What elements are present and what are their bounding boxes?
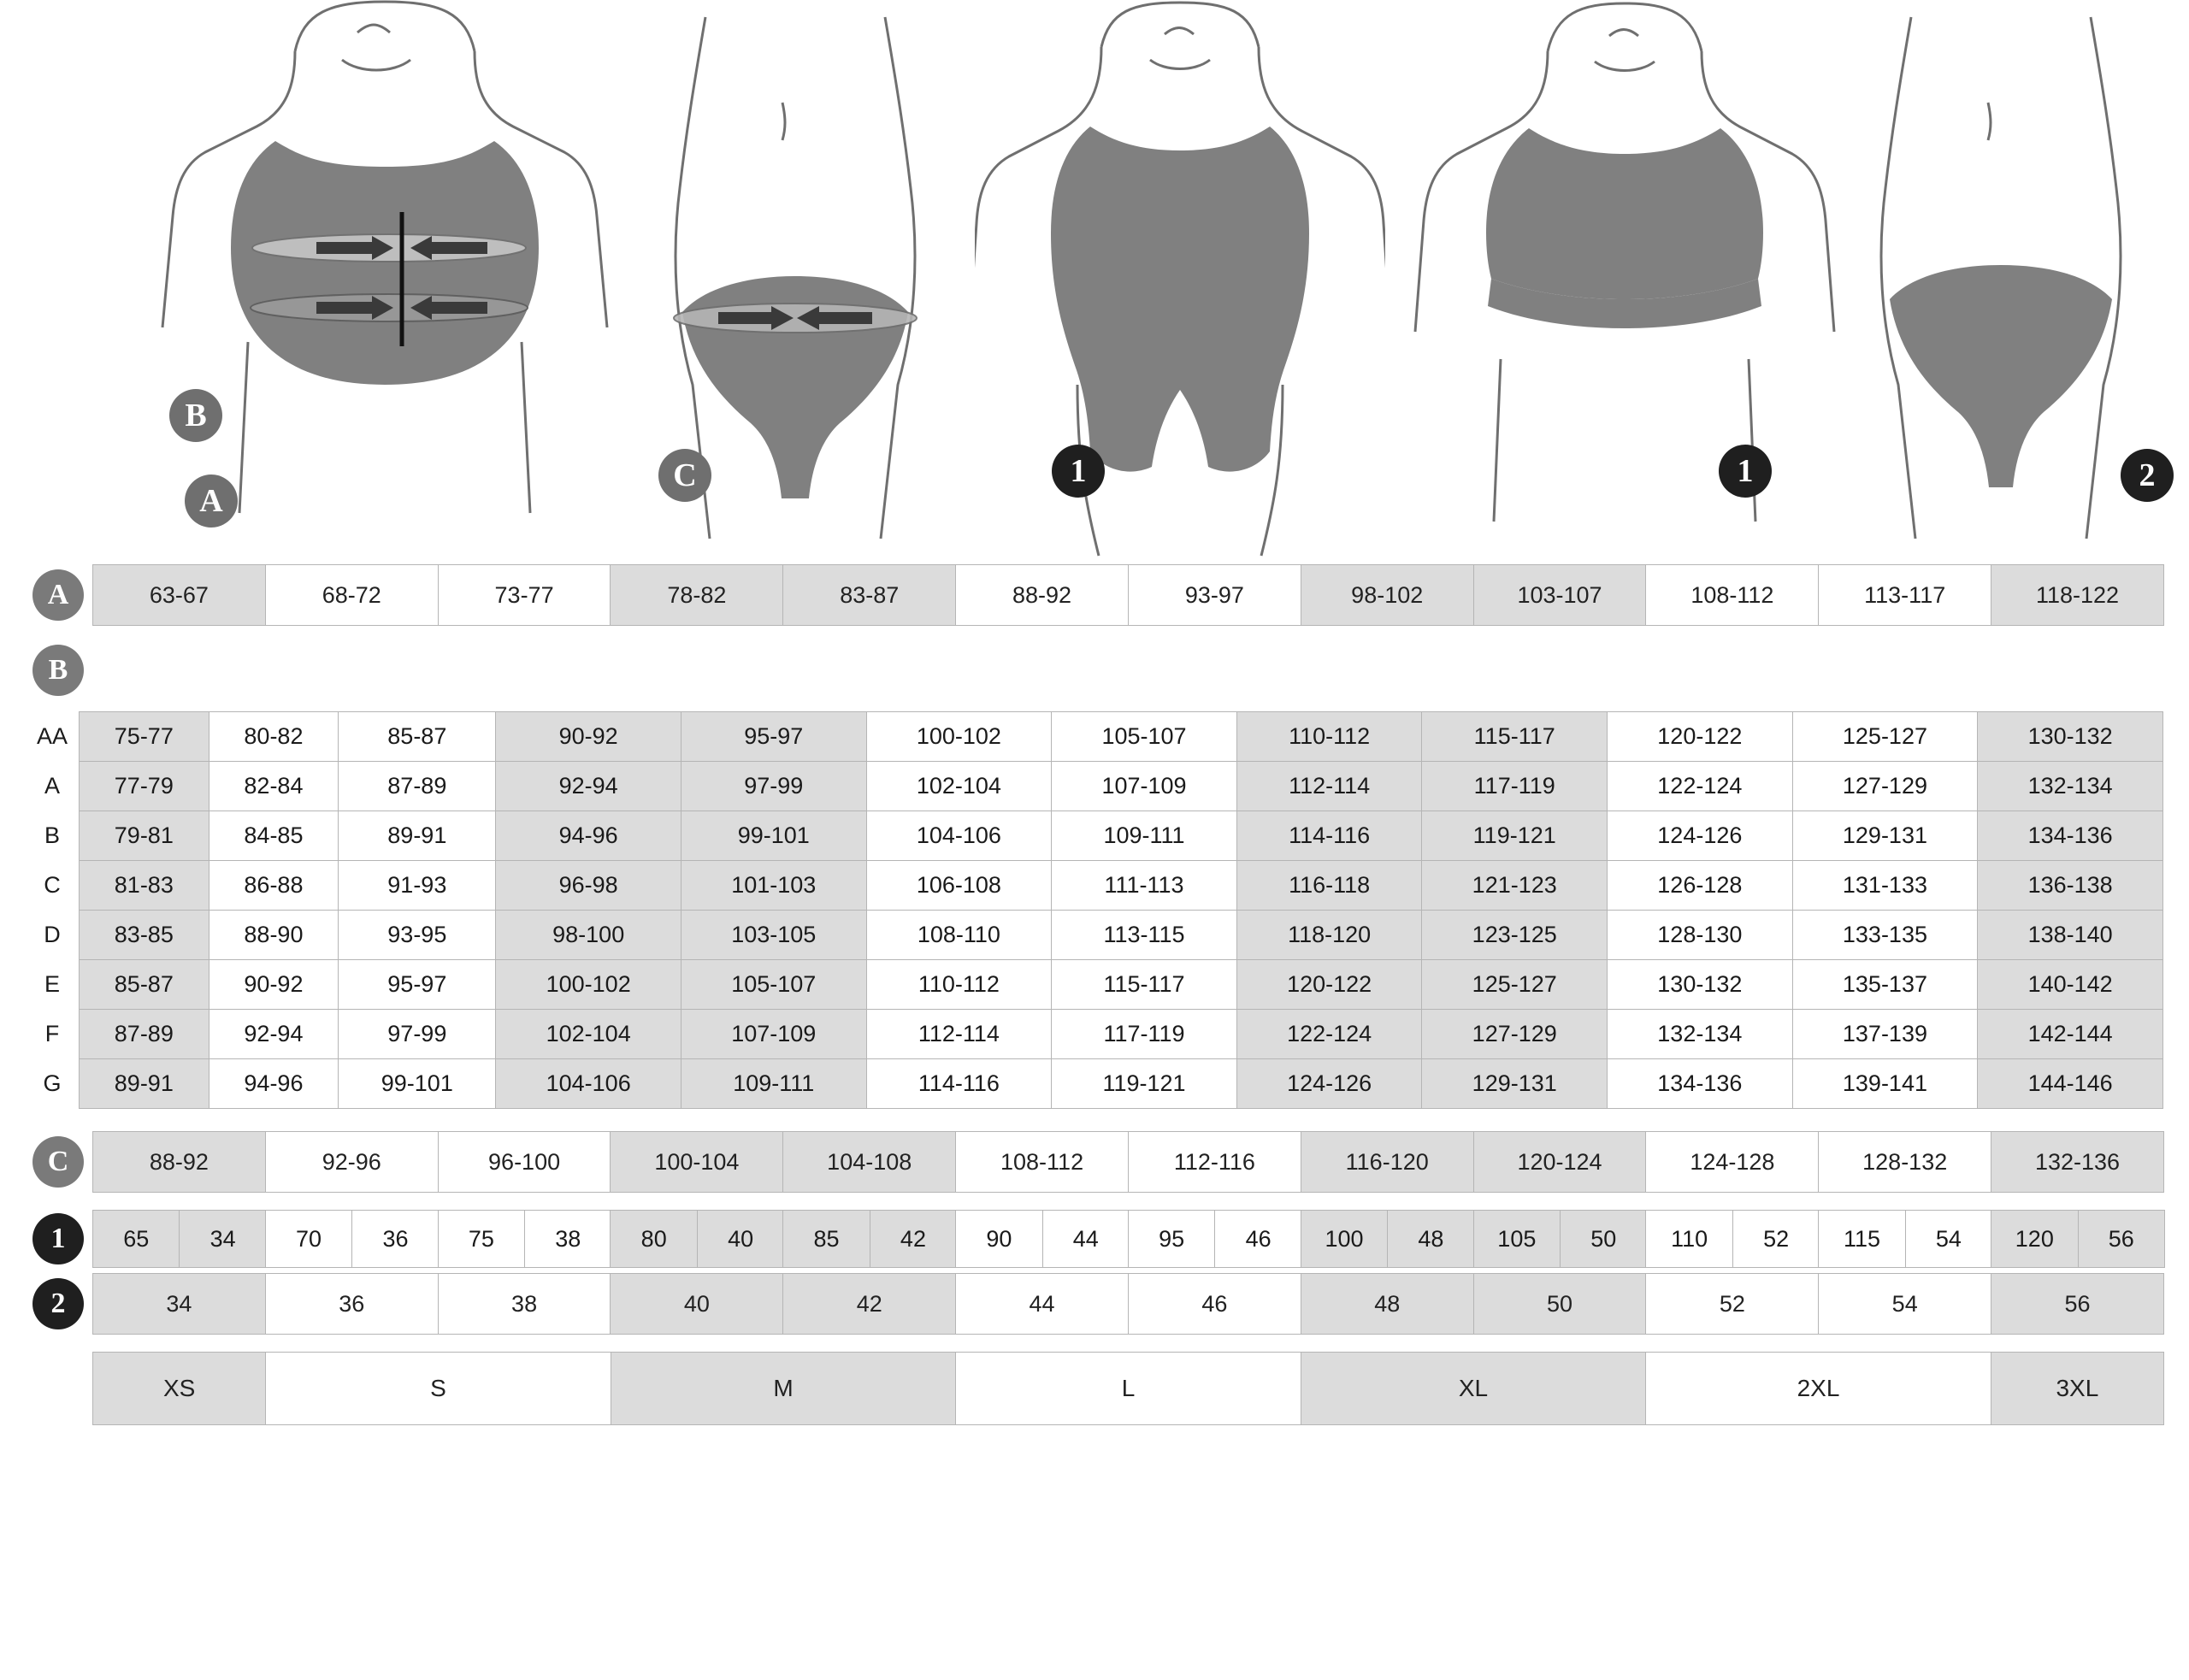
cell-1-4-eu: 85 [782, 1210, 870, 1268]
cell-b-5-2: 95-97 [339, 960, 496, 1010]
row-1-badge: 1 [32, 1213, 84, 1264]
cell-b-3-3: 96-98 [496, 861, 681, 911]
cell-1-5-eu: 90 [955, 1210, 1042, 1268]
dual-1-9 [1645, 1210, 1819, 1268]
dual-1-6 [1128, 1210, 1301, 1268]
size-cell-xl: XL [1301, 1352, 1647, 1425]
cell-2-9: 52 [1645, 1273, 1819, 1335]
cell-b-3-4: 101-103 [681, 861, 866, 911]
row-a-label [26, 564, 92, 626]
cell-b-3-10: 131-133 [1792, 861, 1978, 911]
cell-b-0-3: 90-92 [496, 712, 681, 762]
cell-2-6: 46 [1128, 1273, 1301, 1335]
row-1-cells [92, 1210, 2163, 1268]
cell-b-6-9: 132-134 [1608, 1010, 1793, 1059]
dual-1-4 [782, 1210, 956, 1268]
row-2-cells [92, 1273, 2163, 1335]
bust-table [26, 711, 2163, 1109]
cell-b-3-6: 111-113 [1052, 861, 1237, 911]
cell-b-6-7: 122-124 [1236, 1010, 1422, 1059]
table-row [26, 1059, 2163, 1109]
cell-2-10: 54 [1818, 1273, 1991, 1335]
cell-c-3: 100-104 [610, 1131, 783, 1193]
cell-1-9-eu: 110 [1645, 1210, 1732, 1268]
cell-1-7-eu: 100 [1301, 1210, 1388, 1268]
badge-a: A [185, 475, 238, 528]
dual-1-0 [92, 1210, 266, 1268]
cell-b-1-10: 127-129 [1792, 762, 1978, 811]
cell-b-2-5: 104-106 [866, 811, 1052, 861]
table-row [26, 762, 2163, 811]
cell-b-2-10: 129-131 [1792, 811, 1978, 861]
cell-b-2-11: 134-136 [1978, 811, 2163, 861]
cell-1-3-eu: 80 [610, 1210, 697, 1268]
cell-b-5-1: 90-92 [209, 960, 339, 1010]
cell-b-1-4: 97-99 [681, 762, 866, 811]
cell-c-11: 132-136 [1991, 1131, 2164, 1193]
cell-b-1-8: 117-119 [1422, 762, 1608, 811]
row-c-cells [92, 1131, 2163, 1193]
illustration-band [26, 0, 2163, 564]
table-row [26, 861, 2163, 911]
cell-b-0-4: 95-97 [681, 712, 866, 762]
cell-2-3: 40 [610, 1273, 783, 1335]
cell-2-0: 34 [92, 1273, 266, 1335]
badge-c: C [658, 449, 711, 502]
cell-1-6-alt: 46 [1214, 1210, 1301, 1268]
cell-c-10: 128-132 [1818, 1131, 1991, 1193]
cup-label-f: F [26, 1010, 80, 1059]
cell-b-5-11: 140-142 [1978, 960, 2163, 1010]
row-c-badge: C [32, 1136, 84, 1188]
cell-2-5: 44 [955, 1273, 1129, 1335]
cell-b-0-11: 130-132 [1978, 712, 2163, 762]
cell-1-3-alt: 40 [697, 1210, 784, 1268]
cup-label-b: B [26, 811, 80, 861]
cup-label-c: C [26, 861, 80, 911]
cell-1-8-eu: 105 [1473, 1210, 1561, 1268]
cell-b-4-4: 103-105 [681, 911, 866, 960]
cell-b-2-0: 79-81 [80, 811, 209, 861]
size-cell-3xl: 3XL [1991, 1352, 2164, 1425]
row-2-label [26, 1273, 92, 1335]
cell-b-7-3: 104-106 [496, 1059, 681, 1109]
table-row [26, 960, 2163, 1010]
dual-1-10 [1818, 1210, 1991, 1268]
cup-label-a: A [26, 762, 80, 811]
cell-b-3-11: 136-138 [1978, 861, 2163, 911]
cell-b-3-1: 86-88 [209, 861, 339, 911]
cell-b-4-6: 113-115 [1052, 911, 1237, 960]
cell-b-4-8: 123-125 [1422, 911, 1608, 960]
cell-b-7-9: 134-136 [1608, 1059, 1793, 1109]
cell-b-1-11: 132-134 [1978, 762, 2163, 811]
cell-b-7-0: 89-91 [80, 1059, 209, 1109]
cell-b-4-1: 88-90 [209, 911, 339, 960]
row-a-cells [92, 564, 2163, 626]
cell-c-9: 124-128 [1645, 1131, 1819, 1193]
cell-c-0: 88-92 [92, 1131, 266, 1193]
cell-a-3: 78-82 [610, 564, 783, 626]
cell-b-3-9: 126-128 [1608, 861, 1793, 911]
cell-1-0-alt: 34 [179, 1210, 266, 1268]
cell-1-6-eu: 95 [1128, 1210, 1215, 1268]
cell-1-4-alt: 42 [870, 1210, 957, 1268]
size-cell-m: M [611, 1352, 957, 1425]
dual-1-7 [1301, 1210, 1474, 1268]
cell-1-5-alt: 44 [1042, 1210, 1130, 1268]
badge-2-brief: 2 [2121, 449, 2174, 502]
cell-a-4: 83-87 [782, 564, 956, 626]
cell-b-0-2: 85-87 [339, 712, 496, 762]
cell-b-5-10: 135-137 [1792, 960, 1978, 1010]
cell-c-7: 116-120 [1301, 1131, 1474, 1193]
cell-2-11: 56 [1991, 1273, 2164, 1335]
cell-b-7-4: 109-111 [681, 1059, 866, 1109]
cell-b-6-2: 97-99 [339, 1010, 496, 1059]
cell-c-6: 112-116 [1128, 1131, 1301, 1193]
cell-b-2-1: 84-85 [209, 811, 339, 861]
cell-c-2: 96-100 [438, 1131, 611, 1193]
cell-b-3-8: 121-123 [1422, 861, 1608, 911]
cell-b-2-8: 119-121 [1422, 811, 1608, 861]
cell-b-0-1: 80-82 [209, 712, 339, 762]
cell-b-1-9: 122-124 [1608, 762, 1793, 811]
cell-2-8: 50 [1473, 1273, 1647, 1335]
cell-b-0-9: 120-122 [1608, 712, 1793, 762]
cell-b-7-5: 114-116 [866, 1059, 1052, 1109]
cell-1-9-alt: 52 [1732, 1210, 1820, 1268]
cell-b-4-7: 118-120 [1236, 911, 1422, 960]
cell-a-9: 108-112 [1645, 564, 1819, 626]
dual-1-11 [1991, 1210, 2164, 1268]
cell-a-5: 88-92 [955, 564, 1129, 626]
cell-b-6-1: 92-94 [209, 1010, 339, 1059]
row-2 [26, 1273, 2163, 1335]
cell-a-0: 63-67 [92, 564, 266, 626]
cup-label-aa: AA [26, 712, 80, 762]
cell-1-0-eu: 65 [92, 1210, 180, 1268]
cell-1-10-eu: 115 [1818, 1210, 1905, 1268]
badge-1-swimsuit: 1 [1052, 445, 1105, 498]
cell-1-2-eu: 75 [438, 1210, 525, 1268]
cell-1-1-eu: 70 [265, 1210, 352, 1268]
cell-a-7: 98-102 [1301, 564, 1474, 626]
cell-1-11-alt: 56 [2078, 1210, 2165, 1268]
cell-b-1-6: 107-109 [1052, 762, 1237, 811]
cell-b-0-7: 110-112 [1236, 712, 1422, 762]
cell-b-7-7: 124-126 [1236, 1059, 1422, 1109]
cell-b-7-8: 129-131 [1422, 1059, 1608, 1109]
cell-1-8-alt: 50 [1560, 1210, 1647, 1268]
dual-1-2 [438, 1210, 611, 1268]
cell-b-5-3: 100-102 [496, 960, 681, 1010]
row-sizes [26, 1352, 2163, 1425]
dual-1-8 [1473, 1210, 1647, 1268]
cell-a-1: 68-72 [265, 564, 439, 626]
dual-1-5 [955, 1210, 1129, 1268]
size-cell-xs: XS [92, 1352, 266, 1425]
cell-b-4-0: 83-85 [80, 911, 209, 960]
row-b-label [26, 631, 2163, 710]
cell-b-1-7: 112-114 [1236, 762, 1422, 811]
cell-b-0-8: 115-117 [1422, 712, 1608, 762]
size-cell-2xl: 2XL [1645, 1352, 1991, 1425]
cell-b-4-2: 93-95 [339, 911, 496, 960]
cell-a-2: 73-77 [438, 564, 611, 626]
row-c [26, 1131, 2163, 1193]
cell-b-1-1: 82-84 [209, 762, 339, 811]
cell-b-4-3: 98-100 [496, 911, 681, 960]
cup-label-g: G [26, 1059, 80, 1109]
cell-b-1-2: 87-89 [339, 762, 496, 811]
row-c-label [26, 1131, 92, 1193]
table-row [26, 811, 2163, 861]
table-row [26, 1010, 2163, 1059]
cell-b-1-5: 102-104 [866, 762, 1052, 811]
cell-b-6-11: 142-144 [1978, 1010, 2163, 1059]
size-cell-l: L [955, 1352, 1301, 1425]
dual-1-1 [265, 1210, 439, 1268]
row-a [26, 564, 2163, 626]
figure-swimsuit [975, 0, 1385, 564]
row-sizes-label [26, 1352, 92, 1425]
figure-bra [1411, 0, 1838, 564]
cell-b-5-7: 120-122 [1236, 960, 1422, 1010]
cell-b-7-1: 94-96 [209, 1059, 339, 1109]
cell-2-1: 36 [265, 1273, 439, 1335]
row-1-label [26, 1210, 92, 1268]
cell-c-5: 108-112 [955, 1131, 1129, 1193]
cell-b-0-0: 75-77 [80, 712, 209, 762]
cell-1-1-alt: 36 [351, 1210, 439, 1268]
cell-b-6-8: 127-129 [1422, 1010, 1608, 1059]
cell-b-4-5: 108-110 [866, 911, 1052, 960]
table-row [26, 712, 2163, 762]
cell-a-10: 113-117 [1818, 564, 1991, 626]
cell-b-4-10: 133-135 [1792, 911, 1978, 960]
cell-b-7-2: 99-101 [339, 1059, 496, 1109]
badge-b: B [169, 389, 222, 442]
badge-1-bra: 1 [1719, 445, 1772, 498]
cell-b-5-8: 125-127 [1422, 960, 1608, 1010]
cell-2-4: 42 [782, 1273, 956, 1335]
cell-a-6: 93-97 [1128, 564, 1301, 626]
cell-1-7-alt: 48 [1387, 1210, 1474, 1268]
table-row [26, 911, 2163, 960]
cell-b-7-10: 139-141 [1792, 1059, 1978, 1109]
cell-b-6-6: 117-119 [1052, 1010, 1237, 1059]
cell-b-3-7: 116-118 [1236, 861, 1422, 911]
cell-c-8: 120-124 [1473, 1131, 1647, 1193]
cell-b-7-11: 144-146 [1978, 1059, 2163, 1109]
cell-b-4-9: 128-130 [1608, 911, 1793, 960]
cell-b-6-0: 87-89 [80, 1010, 209, 1059]
cell-1-11-eu: 120 [1991, 1210, 2078, 1268]
cell-1-10-alt: 54 [1905, 1210, 1992, 1268]
cell-b-4-11: 138-140 [1978, 911, 2163, 960]
cell-b-7-6: 119-121 [1052, 1059, 1237, 1109]
cell-b-1-0: 77-79 [80, 762, 209, 811]
size-cell-s: S [265, 1352, 611, 1425]
cell-b-6-5: 112-114 [866, 1010, 1052, 1059]
row-a-badge: A [32, 569, 84, 621]
cell-a-11: 118-122 [1991, 564, 2164, 626]
cell-b-2-2: 89-91 [339, 811, 496, 861]
cell-b-0-5: 100-102 [866, 712, 1052, 762]
cell-b-6-4: 107-109 [681, 1010, 866, 1059]
cell-b-3-5: 106-108 [866, 861, 1052, 911]
cell-2-7: 48 [1301, 1273, 1474, 1335]
cell-b-0-10: 125-127 [1792, 712, 1978, 762]
cell-b-5-0: 85-87 [80, 960, 209, 1010]
cell-b-5-5: 110-112 [866, 960, 1052, 1010]
cup-label-d: D [26, 911, 80, 960]
cell-b-2-7: 114-116 [1236, 811, 1422, 861]
cell-b-6-3: 102-104 [496, 1010, 681, 1059]
row-1 [26, 1210, 2163, 1268]
cell-b-2-6: 109-111 [1052, 811, 1237, 861]
row-b-badge: B [32, 645, 84, 696]
cell-b-3-0: 81-83 [80, 861, 209, 911]
cell-2-2: 38 [438, 1273, 611, 1335]
cell-b-2-3: 94-96 [496, 811, 681, 861]
cell-b-6-10: 137-139 [1792, 1010, 1978, 1059]
cell-b-0-6: 105-107 [1052, 712, 1237, 762]
cell-c-1: 92-96 [265, 1131, 439, 1193]
cell-a-8: 103-107 [1473, 564, 1647, 626]
cell-b-2-9: 124-126 [1608, 811, 1793, 861]
cell-b-2-4: 99-101 [681, 811, 866, 861]
cell-b-3-2: 91-93 [339, 861, 496, 911]
cell-1-2-alt: 38 [524, 1210, 611, 1268]
cup-label-e: E [26, 960, 80, 1010]
cell-b-5-4: 105-107 [681, 960, 866, 1010]
cell-b-5-9: 130-132 [1608, 960, 1793, 1010]
cell-b-1-3: 92-94 [496, 762, 681, 811]
cell-c-4: 104-108 [782, 1131, 956, 1193]
cell-b-5-6: 115-117 [1052, 960, 1237, 1010]
row-2-badge: 2 [32, 1278, 84, 1329]
dual-1-3 [610, 1210, 783, 1268]
row-sizes-cells [92, 1352, 2163, 1425]
